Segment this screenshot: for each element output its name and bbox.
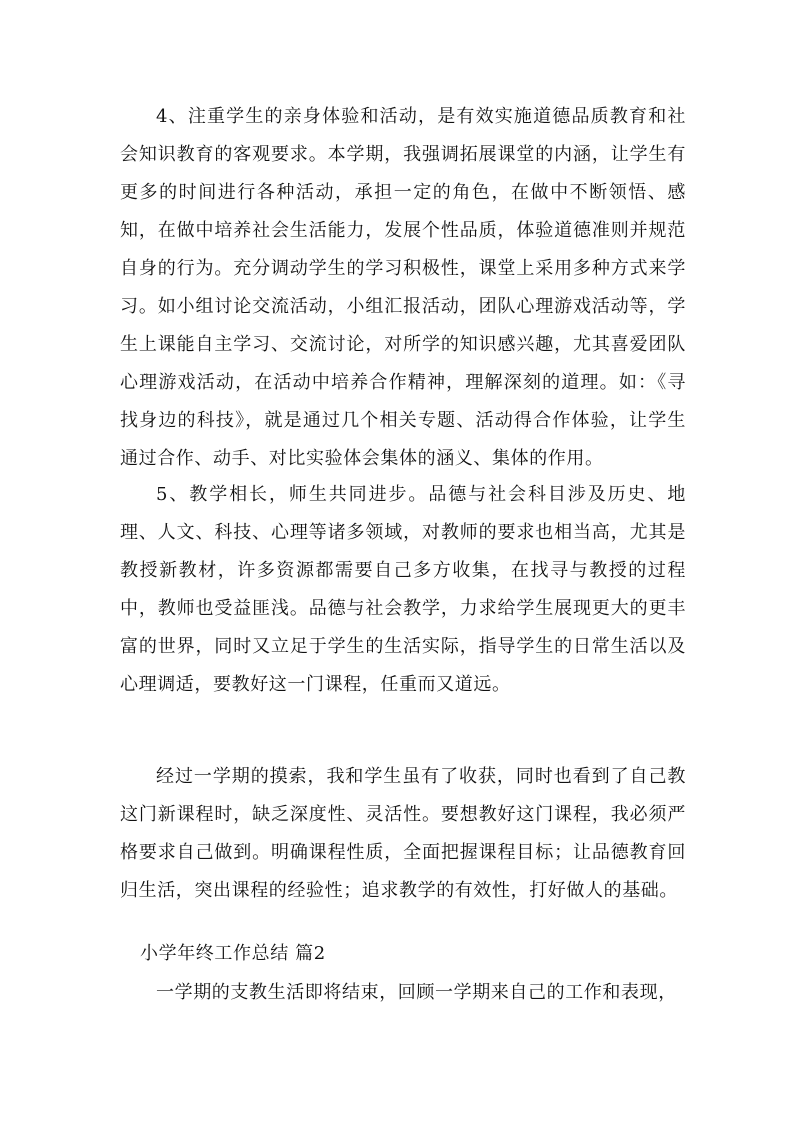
section-heading: 小学年终工作总结 篇2 xyxy=(140,943,326,964)
paragraph-teaching-growth: 5、教学相长，师生共同进步。品德与社会科目涉及历史、地理、人文、科技、心理等诸多领域，对教师的要求也相当高，尤其是教授新教材，许多资源都需要自己多方收集，在找寻与教授的过程中，教师也受益匪浅。品德与社会教学，力求给学生展现更大的更丰富的世界，同时又立足于学生的生活实际，指导学生的日常生活以及心理调适，要教好这一门课程，任重而又道远。 xyxy=(120,484,686,695)
paragraph-semester-reflection: 经过一学期的摸索，我和学生虽有了收获，同时也看到了自己教这门新课程时，缺乏深度性、灵活性。要想教好这门课程，我必须严格要求自己做到。明确课程性质，全面把握课程目标；让品德教育回归生活，突出课程的经验性；追求教学的有效性，打好做人的基础。 xyxy=(120,766,686,901)
paragraph-experiential-activities: 4、注重学生的亲身体验和活动，是有效实施道德品质教育和社会知识教育的客观要求。本学期，我强调拓展课堂的内涵，让学生有更多的时间进行各种活动，承担一定的角色，在做中不断领悟、感知，在做中培养社会生活能力，发展个性品质，体验道德准则并规范自身的行为。充分调动学生的学习积极性，课堂上采用多种方式来学习。如小组讨论交流活动，小组汇报活动，团队心理游戏活动等，学生上课能自主学习、交流讨论，对所学的知识感兴趣，尤其喜爱团队心理游戏活动，在活动中培养合作精神，理解深刻的道理。如：《寻找身边的科技》，就是通过几个相关专题、活动得合作体验，让学生通过合作、动手、对比实验体会集体的涵义、集体的作用。 xyxy=(120,106,686,469)
paragraph-section2-intro: 一学期的支教生活即将结束，回顾一学期来自己的工作和表现， xyxy=(156,982,677,1003)
